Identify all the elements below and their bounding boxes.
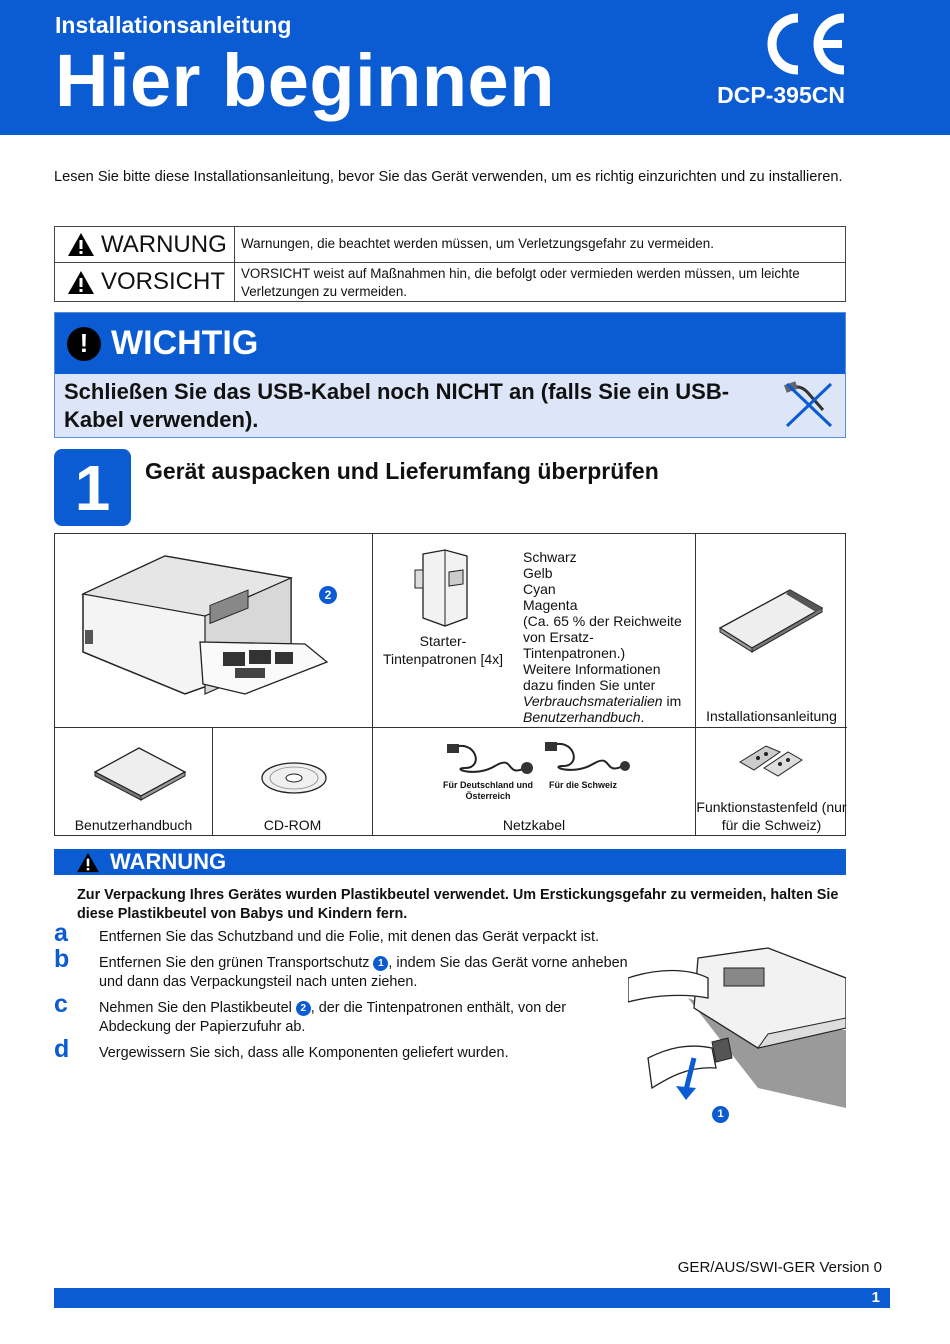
callout-2-badge: 2 [296, 1001, 311, 1016]
cell-printer [55, 534, 373, 728]
legend-text-warning: Warnungen, die beachtet werden müssen, um Verletzungsgefahr zu vermeiden. [241, 236, 714, 251]
manual-illustration [91, 742, 191, 802]
page-number-bar [54, 1288, 890, 1308]
step-d [54, 1035, 629, 1063]
install-guide-label: Installationsanleitung [706, 708, 837, 724]
cartridge-color: Schwarz [523, 549, 577, 565]
cdrom-label: CD-ROM [263, 817, 322, 833]
step-letter: d [54, 1035, 70, 1063]
cell-keypad [696, 728, 847, 836]
step-text: Entfernen Sie das Schutzband und die Folie, mit denen das Gerät verpackt ist. [99, 929, 599, 945]
warning-triangle-icon [76, 852, 100, 873]
legend-label-caution: VORSICHT [101, 268, 226, 295]
ink-cartridge-illustration [409, 548, 479, 628]
keypad-label: Funktionstastenfeld (nur für die Schweiz) [696, 799, 847, 833]
warning-banner [54, 849, 846, 875]
step-title: Gerät auspacken und Lieferumfang überprüfen [145, 458, 659, 484]
cell-cartridges [373, 534, 696, 728]
page-title: Hier beginnen [55, 39, 555, 122]
printer-illustration [55, 534, 373, 728]
step-number: 1 [54, 449, 131, 526]
legend-label-warning: WARNUNG [101, 230, 227, 258]
cartridge-color: Gelb [523, 565, 553, 581]
important-label: WICHTIG [111, 324, 259, 362]
callout-1-badge: 1 [712, 1106, 729, 1123]
warning-triangle-icon [67, 270, 95, 295]
page-number: 1 [871, 1289, 880, 1306]
cdrom-illustration [259, 758, 329, 798]
function-keypad-illustration [736, 738, 806, 788]
legend-text-caution: VORSICHT weist auf Maßnahmen hin, die befolgt oder vermieden werden müssen, um leichte Verletzungen zu vermeiden. [241, 266, 800, 299]
cartridge-color: Cyan [523, 581, 556, 597]
no-usb-cable-icon [783, 380, 835, 430]
callout-1-badge: 1 [373, 956, 388, 971]
legend-row-caution [55, 263, 845, 301]
unpacking-figure [628, 938, 846, 1128]
cartridge-label: Starter-Tintenpatronen [4x] [382, 633, 504, 667]
important-notice [54, 312, 846, 438]
symbol-legend-table [54, 226, 846, 302]
power-cable-ch-illustration [543, 736, 633, 781]
step-list [54, 919, 629, 1070]
user-manual-label: Benutzerhandbuch [74, 817, 193, 833]
warning-triangle-icon [67, 232, 95, 257]
step-letter: c [54, 990, 68, 1018]
cell-install-guide [696, 534, 847, 728]
header-banner [0, 0, 950, 135]
warning-text: Zur Verpackung Ihres Gerätes wurden Plastikbeutel verwendet. Um Erstickungsgefahr zu vermeiden, halten Sie diese Plastikbeutel von Babys und Kindern fern. [77, 887, 839, 922]
ce-mark-icon [762, 12, 850, 76]
header-subtitle: Installationsanleitung [55, 12, 292, 38]
important-text: Schließen Sie das USB-Kabel noch NICHT an (falls Sie ein USB-Kabel verwenden). [64, 379, 730, 432]
step-a [54, 919, 629, 947]
model-number: DCP-395CN [717, 82, 845, 108]
booklet-illustration [716, 586, 826, 656]
cell-user-manual [55, 728, 213, 836]
cable-ch-label: Für die Schweiz [548, 780, 617, 790]
step-text: Vergewissern Sie sich, dass alle Komponenten geliefert wurden. [99, 1045, 509, 1061]
cable-de-label: Für Deutschland und Österreich [443, 780, 533, 801]
step-b: b Entfernen Sie den grünen Transportschutz 1 , indem Sie das Gerät vorne anheben und dann das Verpackungsteil nach unten ziehen. [54, 945, 628, 990]
cartridge-details [523, 549, 691, 725]
step-letter: a [54, 919, 68, 947]
step-letter: b [54, 945, 70, 973]
cartridge-color: Magenta [523, 597, 578, 613]
warning-label: WARNUNG [110, 849, 227, 874]
cell-cdrom [213, 728, 373, 836]
step-c: c Nehmen Sie den Plastikbeutel 2 , der die Tintenpatronen enthält, von der Abdeckung der Papierzufuhr ab. [54, 990, 567, 1035]
version-text: GER/AUS/SWI-GER Version 0 [677, 1259, 882, 1276]
cartridge-note: (Ca. 65 % der Reichweite von Ersatz-Tintenpatronen.) [523, 613, 682, 661]
legend-row-warning [55, 227, 845, 263]
remove-packing-illustration [628, 938, 846, 1128]
package-contents-table [54, 533, 846, 836]
intro-text: Lesen Sie bitte diese Installationsanleitung, bevor Sie das Gerät verwenden, um es richtig einzurichten und zu installieren. [54, 169, 843, 185]
power-cable-de-illustration [445, 738, 535, 783]
cell-power-cable [373, 728, 696, 836]
power-cable-label: Netzkabel [502, 817, 566, 833]
cartridge-more-info: Weitere Informationen dazu finden Sie unter Verbrauchsmaterialien im Benutzerhandbuch. [523, 661, 682, 725]
callout-2-badge: 2 [319, 586, 337, 604]
exclamation-icon: ! [67, 327, 101, 361]
